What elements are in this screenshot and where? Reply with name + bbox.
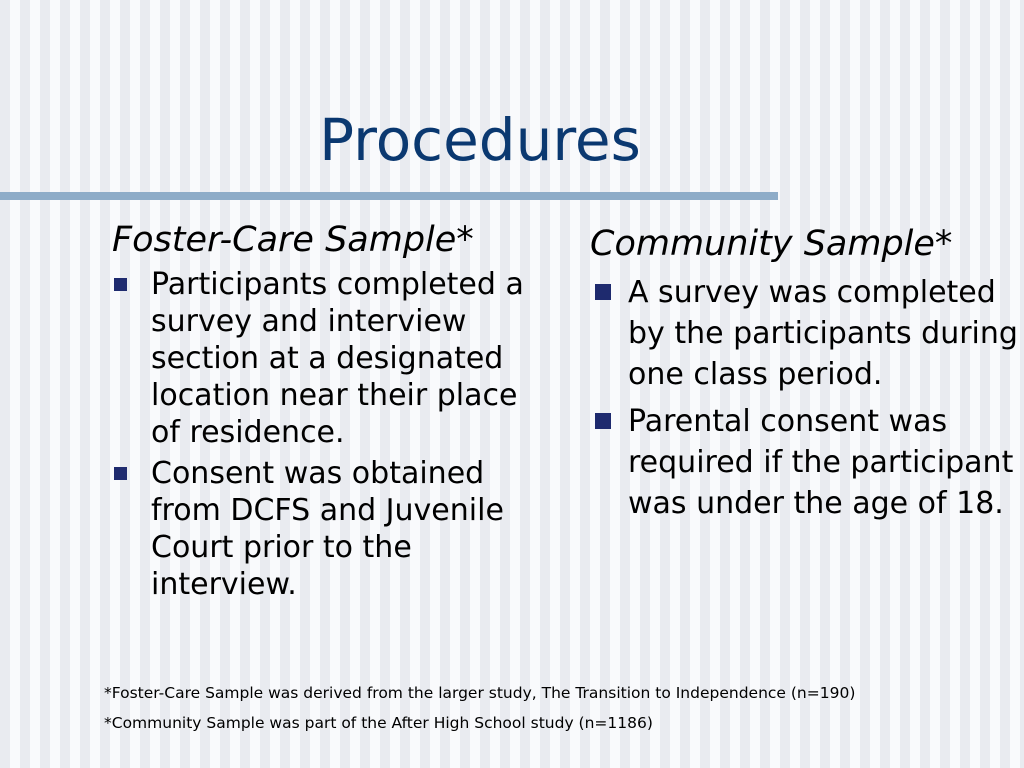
bullet-text: Parental consent was required if the participant was under the age of 18.	[628, 404, 1014, 521]
foster-care-column	[112, 218, 552, 603]
footnote-community: *Community Sample was part of the After High School study (n=1186)	[104, 714, 653, 732]
foster-care-bullet-list	[112, 266, 552, 603]
title-divider	[0, 192, 778, 200]
community-heading: Community Sample*	[590, 224, 953, 264]
bullet-item	[590, 401, 1020, 524]
footnotes	[104, 678, 1004, 738]
square-bullet-icon	[595, 284, 611, 300]
square-bullet-icon	[595, 413, 611, 429]
bullet-item	[112, 455, 552, 603]
foster-care-heading: Foster-Care Sample*	[112, 220, 474, 260]
slide-title: Procedures	[319, 106, 641, 174]
bullet-text: Consent was obtained from DCFS and Juvenile Court prior to the interview.	[151, 456, 504, 602]
bullet-item	[590, 272, 1020, 395]
square-bullet-icon	[114, 467, 127, 480]
bullet-text: A survey was completed by the participants during one class period.	[628, 275, 1018, 392]
bullet-item	[112, 266, 552, 451]
footnote-foster-care: *Foster-Care Sample was derived from the larger study, The Transition to Independence (n=190)	[104, 684, 856, 702]
community-bullet-list	[590, 272, 1020, 524]
square-bullet-icon	[114, 278, 127, 291]
bullet-text: Participants completed a survey and interview section at a designated location near their place of residence.	[151, 267, 524, 450]
community-column	[590, 222, 1020, 524]
